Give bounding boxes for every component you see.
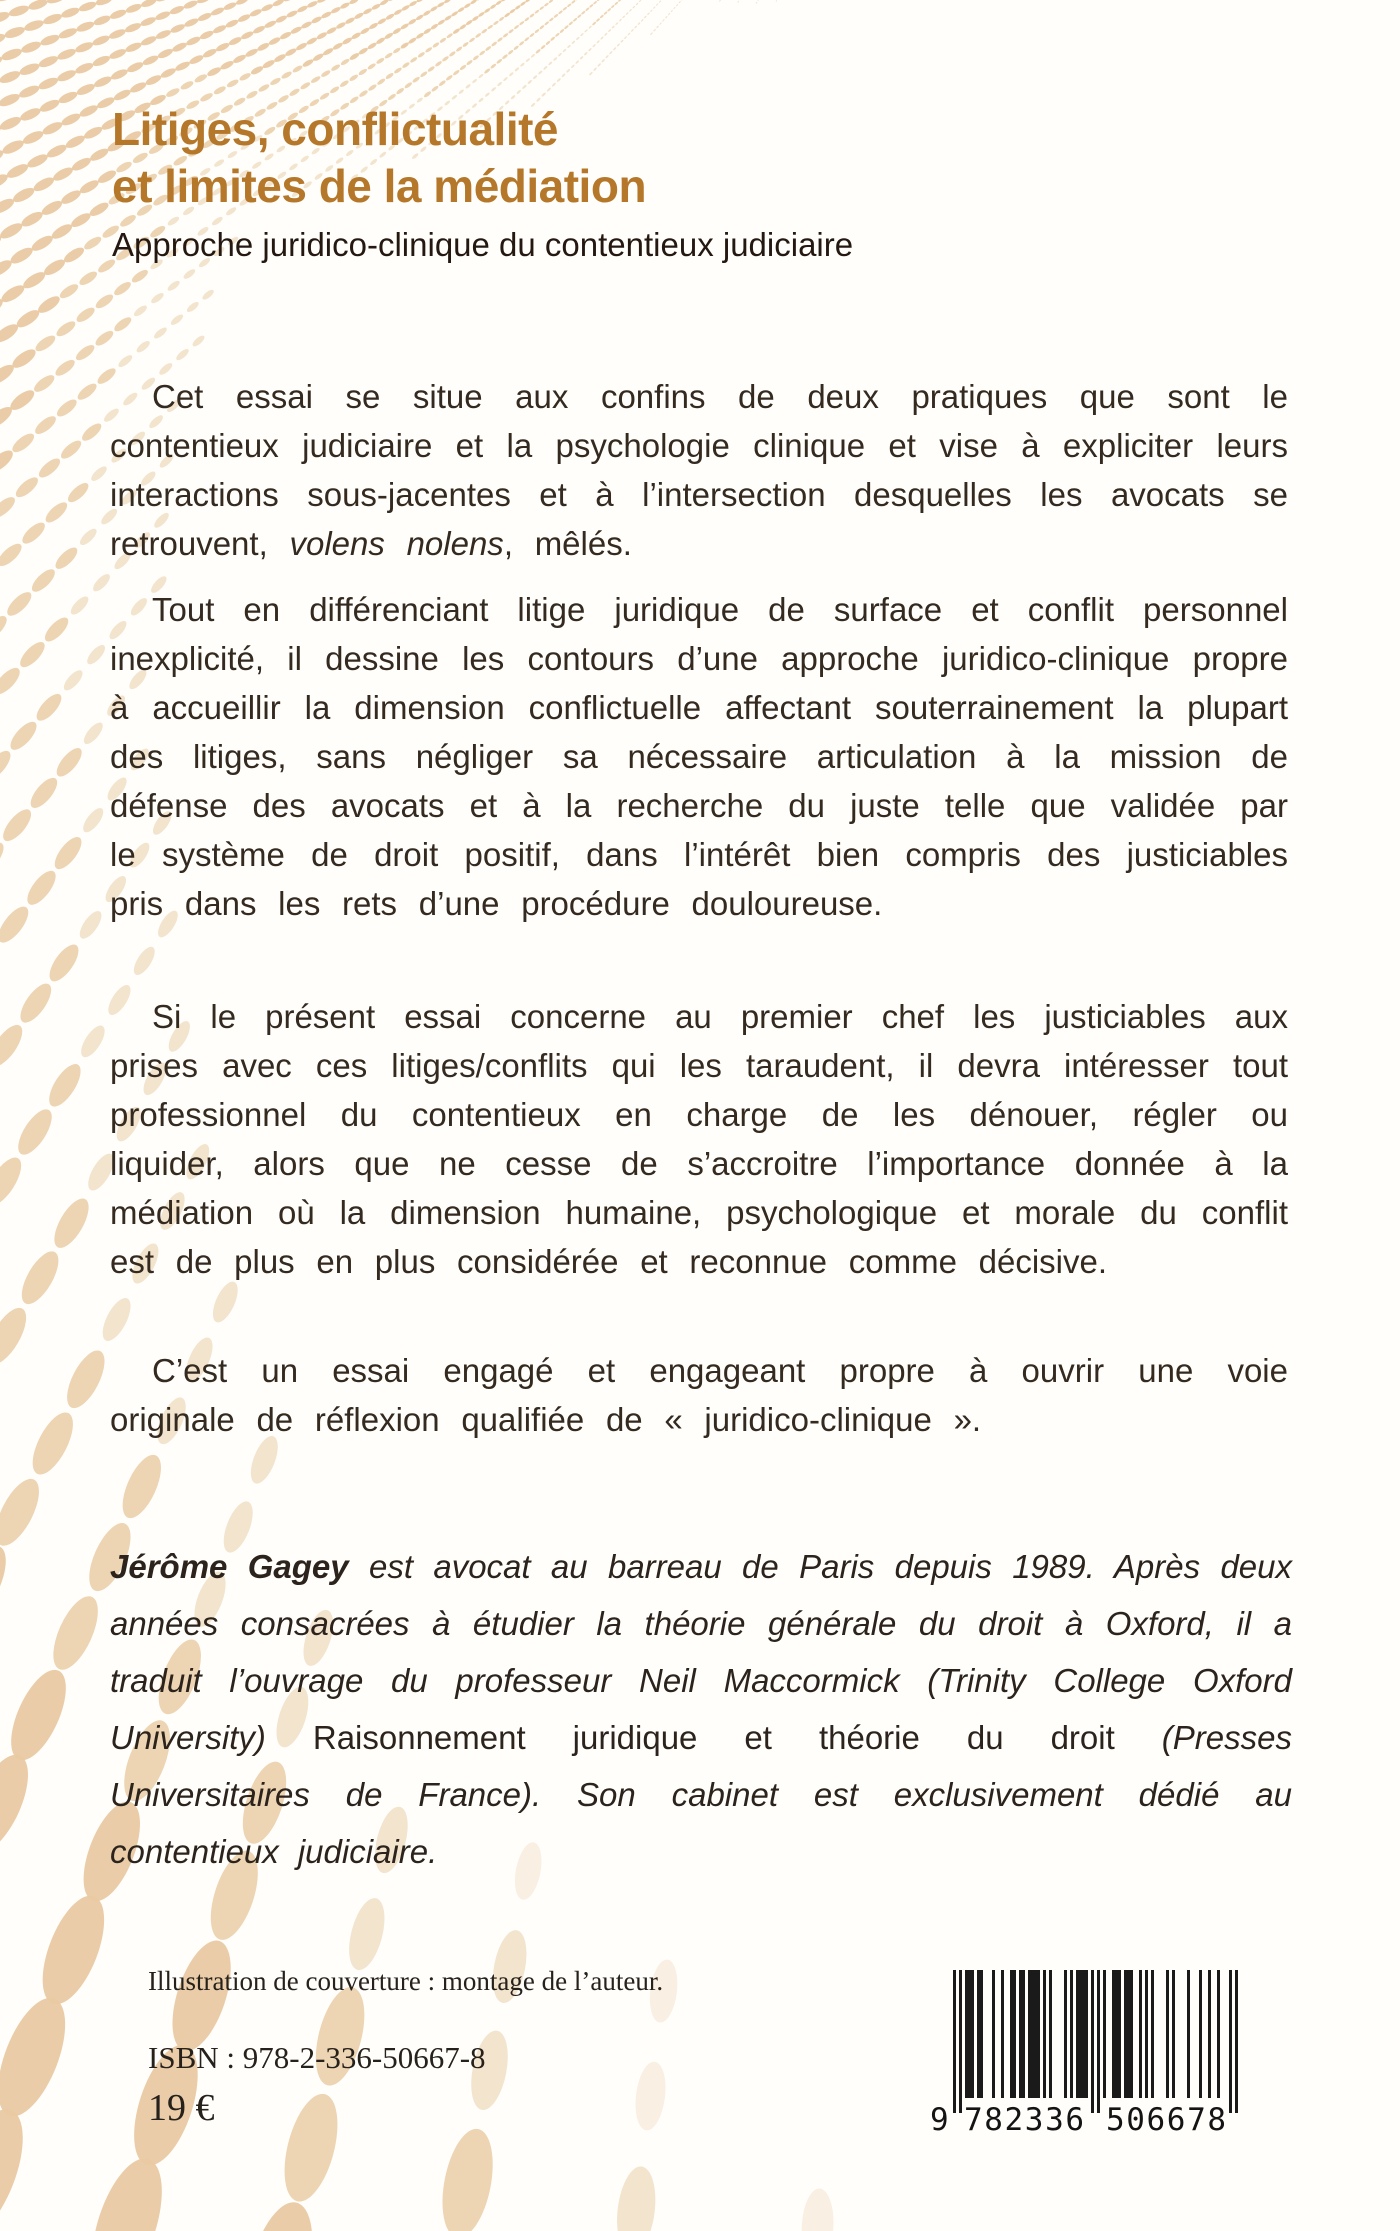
isbn-number: ISBN : 978-2-336-50667-8 [148,2040,486,2075]
svg-text:782336: 782336 [964,2102,1084,2138]
blurb-paragraph-1 [110,372,1288,568]
book-title-line1: Litiges, conflictualité [112,103,559,155]
blurb-paragraph-1-end: , mêlés. [503,525,632,562]
book-title-line2: et limites de la médiation [112,160,647,212]
blurb-paragraph-3: Si le présent essai concerne au premier chef les justiciables aux prises avec ces litiges/conflits qui les taraudent, il devra intéresser tout professionnel du contentieux en charge de les dénouer, régler ou liquider, alors que ne cesse de s’accroitre l’importance donnée à la médiation où la dimension humaine, psychologique et morale du conflit est de plus en plus considérée et reconnue comme décisive. [110,998,1288,1280]
translated-book-title: Raisonnement juridique et théorie du droit [312,1719,1115,1756]
svg-text:506678: 506678 [1106,2102,1226,2138]
illustration-credit: Illustration de couverture : montage de l’auteur. [148,1966,664,1996]
book-subtitle: Approche juridico-clinique du contentieux judiciaire [112,226,854,263]
latin-phrase: volens nolens [289,525,504,562]
price: 19 € [148,2087,215,2129]
author-bio [110,1538,1292,1880]
author-name: Jérôme Gagey [110,1548,349,1585]
blurb-paragraph-4: C’est un essai engagé et engageant propre à ouvrir une voie originale de réflexion qualifiée de « juridico-clinique ». [110,1352,1288,1438]
blurb-paragraph-2: Tout en différenciant litige juridique de surface et conflit personnel inexplicité, il dessine les contours d’une approche juridico-clinique propre à accueillir la dimension conflictuelle affectant souterrainement la plupart des litiges, sans négliger sa nécessaire articulation à la mission de défense des avocats et à la recherche du juste telle que validée par le système de droit positif, dans l’intérêt bien compris des justiciables pris dans les rets d’une procédure douloureuse. [110,591,1288,922]
svg-text:9: 9 [930,2102,949,2138]
book-title [112,101,646,215]
author-bio-text-2: (Presses Universitaires de France). Son cabinet est exclusivement dédié au contentieux judiciaire. [110,1719,1292,1870]
author-bio-text-1: est avocat au barreau de Paris depuis 1989. Après deux années consacrées à étudier la théorie générale du droit à Oxford, il a traduit l’ouvrage du professeur Neil Maccormick (Trinity College Oxford University) [110,1548,1293,1756]
ean13-barcode [928,1962,1258,2142]
blurb-paragraph-1-text: Cet essai se situe aux confins de deux pratiques que sont le contentieux judiciaire et la psychologie clinique et vise à expliciter leurs interactions sous-jacentes et à l’intersection desquelles les avocats se retrouvent, [110,378,1288,562]
